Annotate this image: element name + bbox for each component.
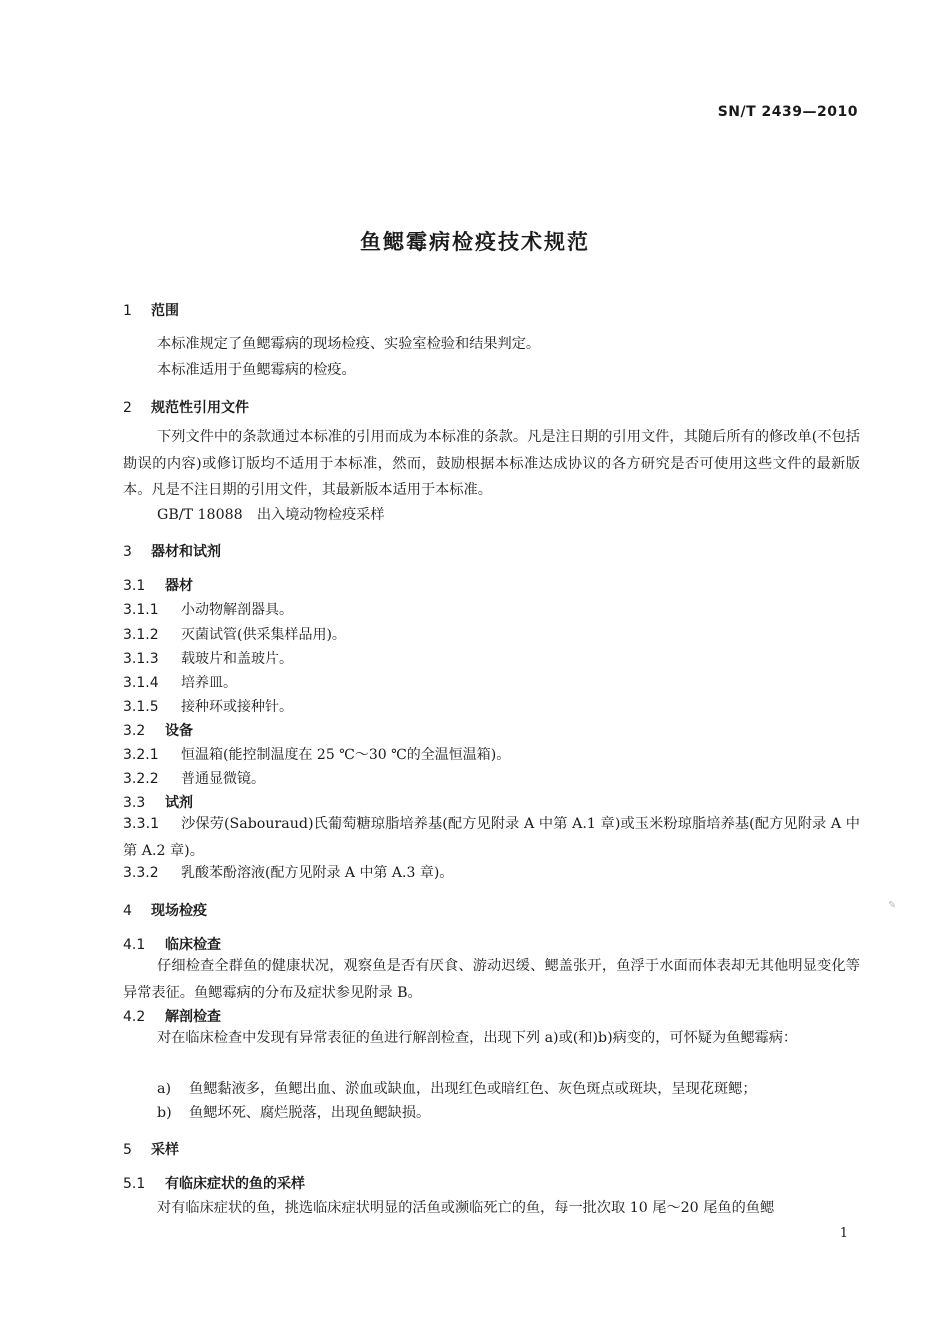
subsection-title: 解剖检查 bbox=[165, 1009, 221, 1025]
item-number: 3.1.3 bbox=[123, 651, 159, 667]
subsection-title: 器材 bbox=[165, 578, 193, 594]
item-number: 3.1.4 bbox=[123, 675, 159, 691]
item-text: 普通显微镜。 bbox=[181, 771, 265, 787]
list-item bbox=[123, 624, 346, 644]
item-number: 3.1.2 bbox=[123, 627, 159, 643]
reference-gbt-18088: GB/T 18088 出入境动物检疫采样 bbox=[157, 507, 385, 523]
normative-references-paragraph: 下列文件中的条款通过本标准的引用而成为本标准的条款。凡是注日期的引用文件，其随后所有的修改单(不包括勘误的内容)或修订版均不适用于本标准，然而，鼓励根据本标准达成协议的各方研究是否可使用这些文件的最新版本。凡是不注日期的引用文件，其最新版本适用于本标准。 bbox=[123, 429, 860, 498]
item-marker: a) bbox=[157, 1081, 171, 1097]
item-number: 3.1.1 bbox=[123, 602, 159, 618]
section-number: 3 bbox=[123, 544, 132, 560]
scan-mark: ✎ bbox=[888, 900, 897, 911]
subsection-number: 3.1 bbox=[123, 578, 146, 594]
section-number: 2 bbox=[123, 400, 132, 416]
item-text: 沙保劳(Sabouraud)氏葡萄糖琼脂培养基(配方见附录 A 中第 A.1 章)或玉米粉琼脂培养基(配方见附录 A 中第 A.2 章)。 bbox=[123, 816, 860, 859]
section-1-heading bbox=[123, 300, 179, 320]
subsection-3-1-heading bbox=[123, 575, 193, 595]
reagent-3-3-2 bbox=[123, 862, 453, 882]
subsection-4-1-heading bbox=[123, 934, 221, 954]
section-title: 现场检疫 bbox=[151, 903, 207, 919]
item-text: 接种环或接种针。 bbox=[181, 699, 293, 715]
lesion-item-b bbox=[157, 1102, 430, 1122]
section-number: 1 bbox=[123, 303, 132, 319]
subsection-title: 有临床症状的鱼的采样 bbox=[165, 1176, 305, 1192]
dissection-paragraph: 对在临床检查中发现有异常表征的鱼进行解剖检查，出现下列 a)或(和)b)病变的，可怀疑为鱼鳃霉病： bbox=[157, 1030, 798, 1046]
item-text: 培养皿。 bbox=[181, 675, 237, 691]
item-text: 鱼鳃黏液多，鱼鳃出血、淤血或缺血，出现红色或暗红色、灰色斑点或斑块，呈现花斑鳃； bbox=[189, 1081, 757, 1097]
item-number: 3.3.2 bbox=[123, 865, 159, 881]
list-item bbox=[123, 696, 293, 716]
page-number: 1 bbox=[839, 1226, 848, 1241]
subsection-3-3-heading bbox=[123, 792, 193, 812]
item-marker: b) bbox=[157, 1105, 172, 1121]
lesion-item-a bbox=[157, 1078, 757, 1098]
reagent-3-3-1 bbox=[123, 811, 860, 864]
item-text: 鱼鳃坏死、腐烂脱落，出现鱼鳃缺损。 bbox=[189, 1105, 431, 1121]
section-number: 4 bbox=[123, 903, 132, 919]
subsection-number: 4.1 bbox=[123, 937, 146, 953]
section-4-heading bbox=[123, 900, 207, 920]
item-text: 灭菌试管(供采集样品用)。 bbox=[181, 627, 346, 643]
subsection-title: 试剂 bbox=[165, 795, 193, 811]
section-number: 5 bbox=[123, 1142, 132, 1158]
subsection-title: 设备 bbox=[165, 723, 193, 739]
clinical-exam-paragraph: 仔细检查全群鱼的健康状况，观察鱼是否有厌食、游动迟缓、鳃盖张开，鱼浮于水面而体表却无其他明显变化等异常表征。鱼鳃霉病的分布及症状参见附录 B。 bbox=[123, 958, 860, 1001]
list-item bbox=[123, 672, 237, 692]
subsection-4-2-heading bbox=[123, 1006, 221, 1026]
subsection-number: 3.2 bbox=[123, 723, 146, 739]
item-text: 小动物解剖器具。 bbox=[181, 602, 293, 618]
subsection-number: 3.3 bbox=[123, 795, 146, 811]
item-text: 乳酸苯酚溶液(配方见附录 A 中第 A.3 章)。 bbox=[181, 865, 454, 881]
list-item bbox=[123, 599, 293, 619]
item-number: 3.1.5 bbox=[123, 699, 159, 715]
item-text: 恒温箱(能控制温度在 25 ℃～30 ℃的全温恒温箱)。 bbox=[181, 747, 511, 763]
item-text: 载玻片和盖玻片。 bbox=[181, 651, 293, 667]
section-3-heading bbox=[123, 541, 221, 561]
document-title: 鱼鳃霉病检疫技术规范 bbox=[360, 230, 590, 254]
scope-paragraph-1: 本标准规定了鱼鳃霉病的现场检疫、实验室检验和结果判定。 bbox=[157, 336, 541, 352]
subsection-number: 4.2 bbox=[123, 1009, 146, 1025]
section-title: 采样 bbox=[151, 1142, 179, 1158]
subsection-5-1-heading bbox=[123, 1173, 305, 1193]
subsection-3-2-heading bbox=[123, 720, 193, 740]
section-title: 规范性引用文件 bbox=[151, 400, 249, 416]
scope-paragraph-2: 本标准适用于鱼鳃霉病的检疫。 bbox=[157, 362, 356, 378]
subsection-title: 临床检查 bbox=[165, 937, 221, 953]
section-title: 范围 bbox=[151, 303, 179, 319]
item-number: 3.3.1 bbox=[123, 816, 160, 832]
item-number: 3.2.1 bbox=[123, 747, 159, 763]
sampling-paragraph: 对有临床症状的鱼，挑选临床症状明显的活鱼或濒临死亡的鱼，每一批次取 10 尾～20 尾鱼的鱼鳃 bbox=[157, 1200, 775, 1216]
section-5-heading bbox=[123, 1139, 179, 1159]
subsection-number: 5.1 bbox=[123, 1176, 146, 1192]
list-item bbox=[123, 648, 293, 668]
list-item bbox=[123, 768, 265, 788]
section-2-heading bbox=[123, 397, 249, 417]
item-number: 3.2.2 bbox=[123, 771, 159, 787]
section-title: 器材和试剂 bbox=[151, 544, 221, 560]
list-item bbox=[123, 744, 510, 764]
standard-number: SN/T 2439—2010 bbox=[717, 104, 858, 120]
